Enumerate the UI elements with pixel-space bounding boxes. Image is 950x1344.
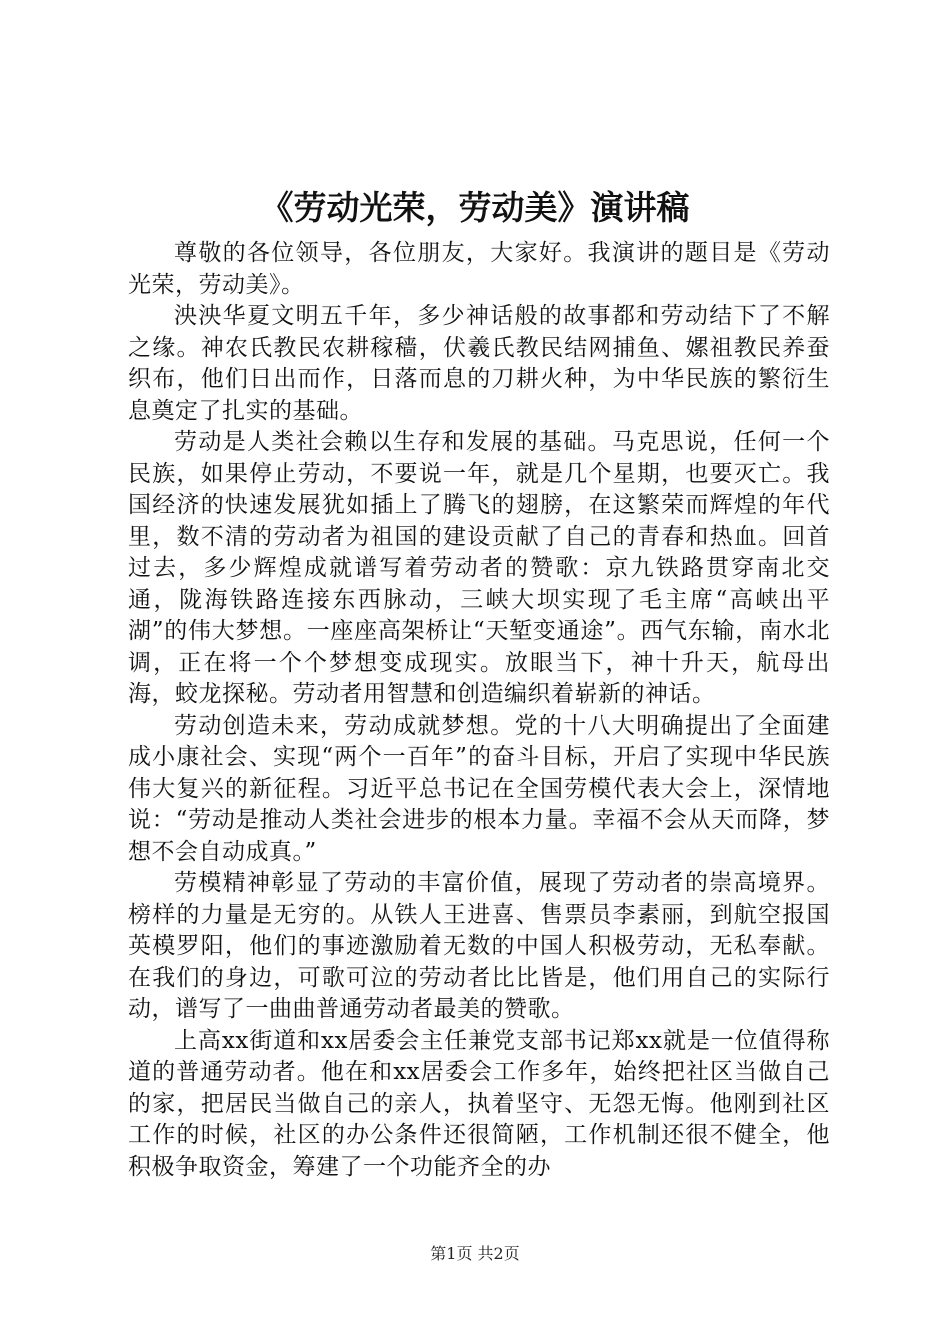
document-body <box>128 238 830 1183</box>
paragraph-labor-foundation: 劳动是人类社会赖以生存和发展的基础。马克思说，任何一个民族，如果停止劳动，不要说一年，就是几个星期，也要灭亡。我国经济的快速发展犹如插上了腾飞的翅膀，在这繁荣而辉煌的年代里，数不清的劳动者为祖国的建设贡献了自己的青春和热血。回首过去，多少辉煌成就谱写着劳动者的赞歌：京九铁路贯穿南北交通，陇海铁路连接东西脉动，三峡大坝实现了毛主席“高峡出平湖”的伟大梦想。一座座高架桥让“天堑变通途”。西气东输，南水北调，正在将一个个梦想变成现实。放眼当下，神十升天，航母出海，蛟龙探秘。劳动者用智慧和创造编织着崭新的神话。 <box>128 429 830 707</box>
page-number: 第1页 共2页 <box>430 1244 520 1263</box>
paragraph-history: 泱泱华夏文明五千年，多少神话般的故事都和劳动结下了不解之缘。神农氏教民农耕稼穑，伏羲氏教民结网捕鱼、嫘祖教民养蚕织布，他们日出而作，日落而息的刀耕火种，为中华民族的繁衍生息奠定了扎实的基础。 <box>128 303 830 424</box>
paragraph-community: 上高xx街道和xx居委会主任兼党支部书记郑xx就是一位值得称道的普通劳动者。他在和xx居委会工作多年，始终把社区当做自己的家，把居民当做自己的亲人，执着坚守、无怨无悔。他刚到社区工作的时候，社区的办公条件还很简陋，工作机制还很不健全，他积极争取资金，筹建了一个功能齐全的办 <box>128 1027 830 1180</box>
paragraph-greeting: 尊敬的各位领导，各位朋友，大家好。我演讲的题目是《劳动光荣，劳动美》。 <box>128 240 830 298</box>
paragraph-model-workers: 劳模精神彰显了劳动的丰富价值，展现了劳动者的崇高境界。榜样的力量是无穷的。从铁人王进喜、售票员李素丽，到航空报国英模罗阳，他们的事迹激励着无数的中国人积极劳动，无私奉献。在我们的身边，可歌可泣的劳动者比比皆是，他们用自己的实际行动，谱写了一曲曲普通劳动者最美的赞歌。 <box>128 870 830 1022</box>
document-title: 《劳动光荣，劳动美》演讲稿 <box>260 188 690 227</box>
paragraph-dream: 劳动创造未来，劳动成就梦想。党的十八大明确提出了全面建成小康社会、实现“两个一百年”的奋斗目标，开启了实现中华民族伟大复兴的新征程。习近平总书记在全国劳模代表大会上，深情地说：“劳动是推动人类社会进步的根本力量。幸福不会从天而降，梦想不会自动成真。” <box>128 712 830 865</box>
